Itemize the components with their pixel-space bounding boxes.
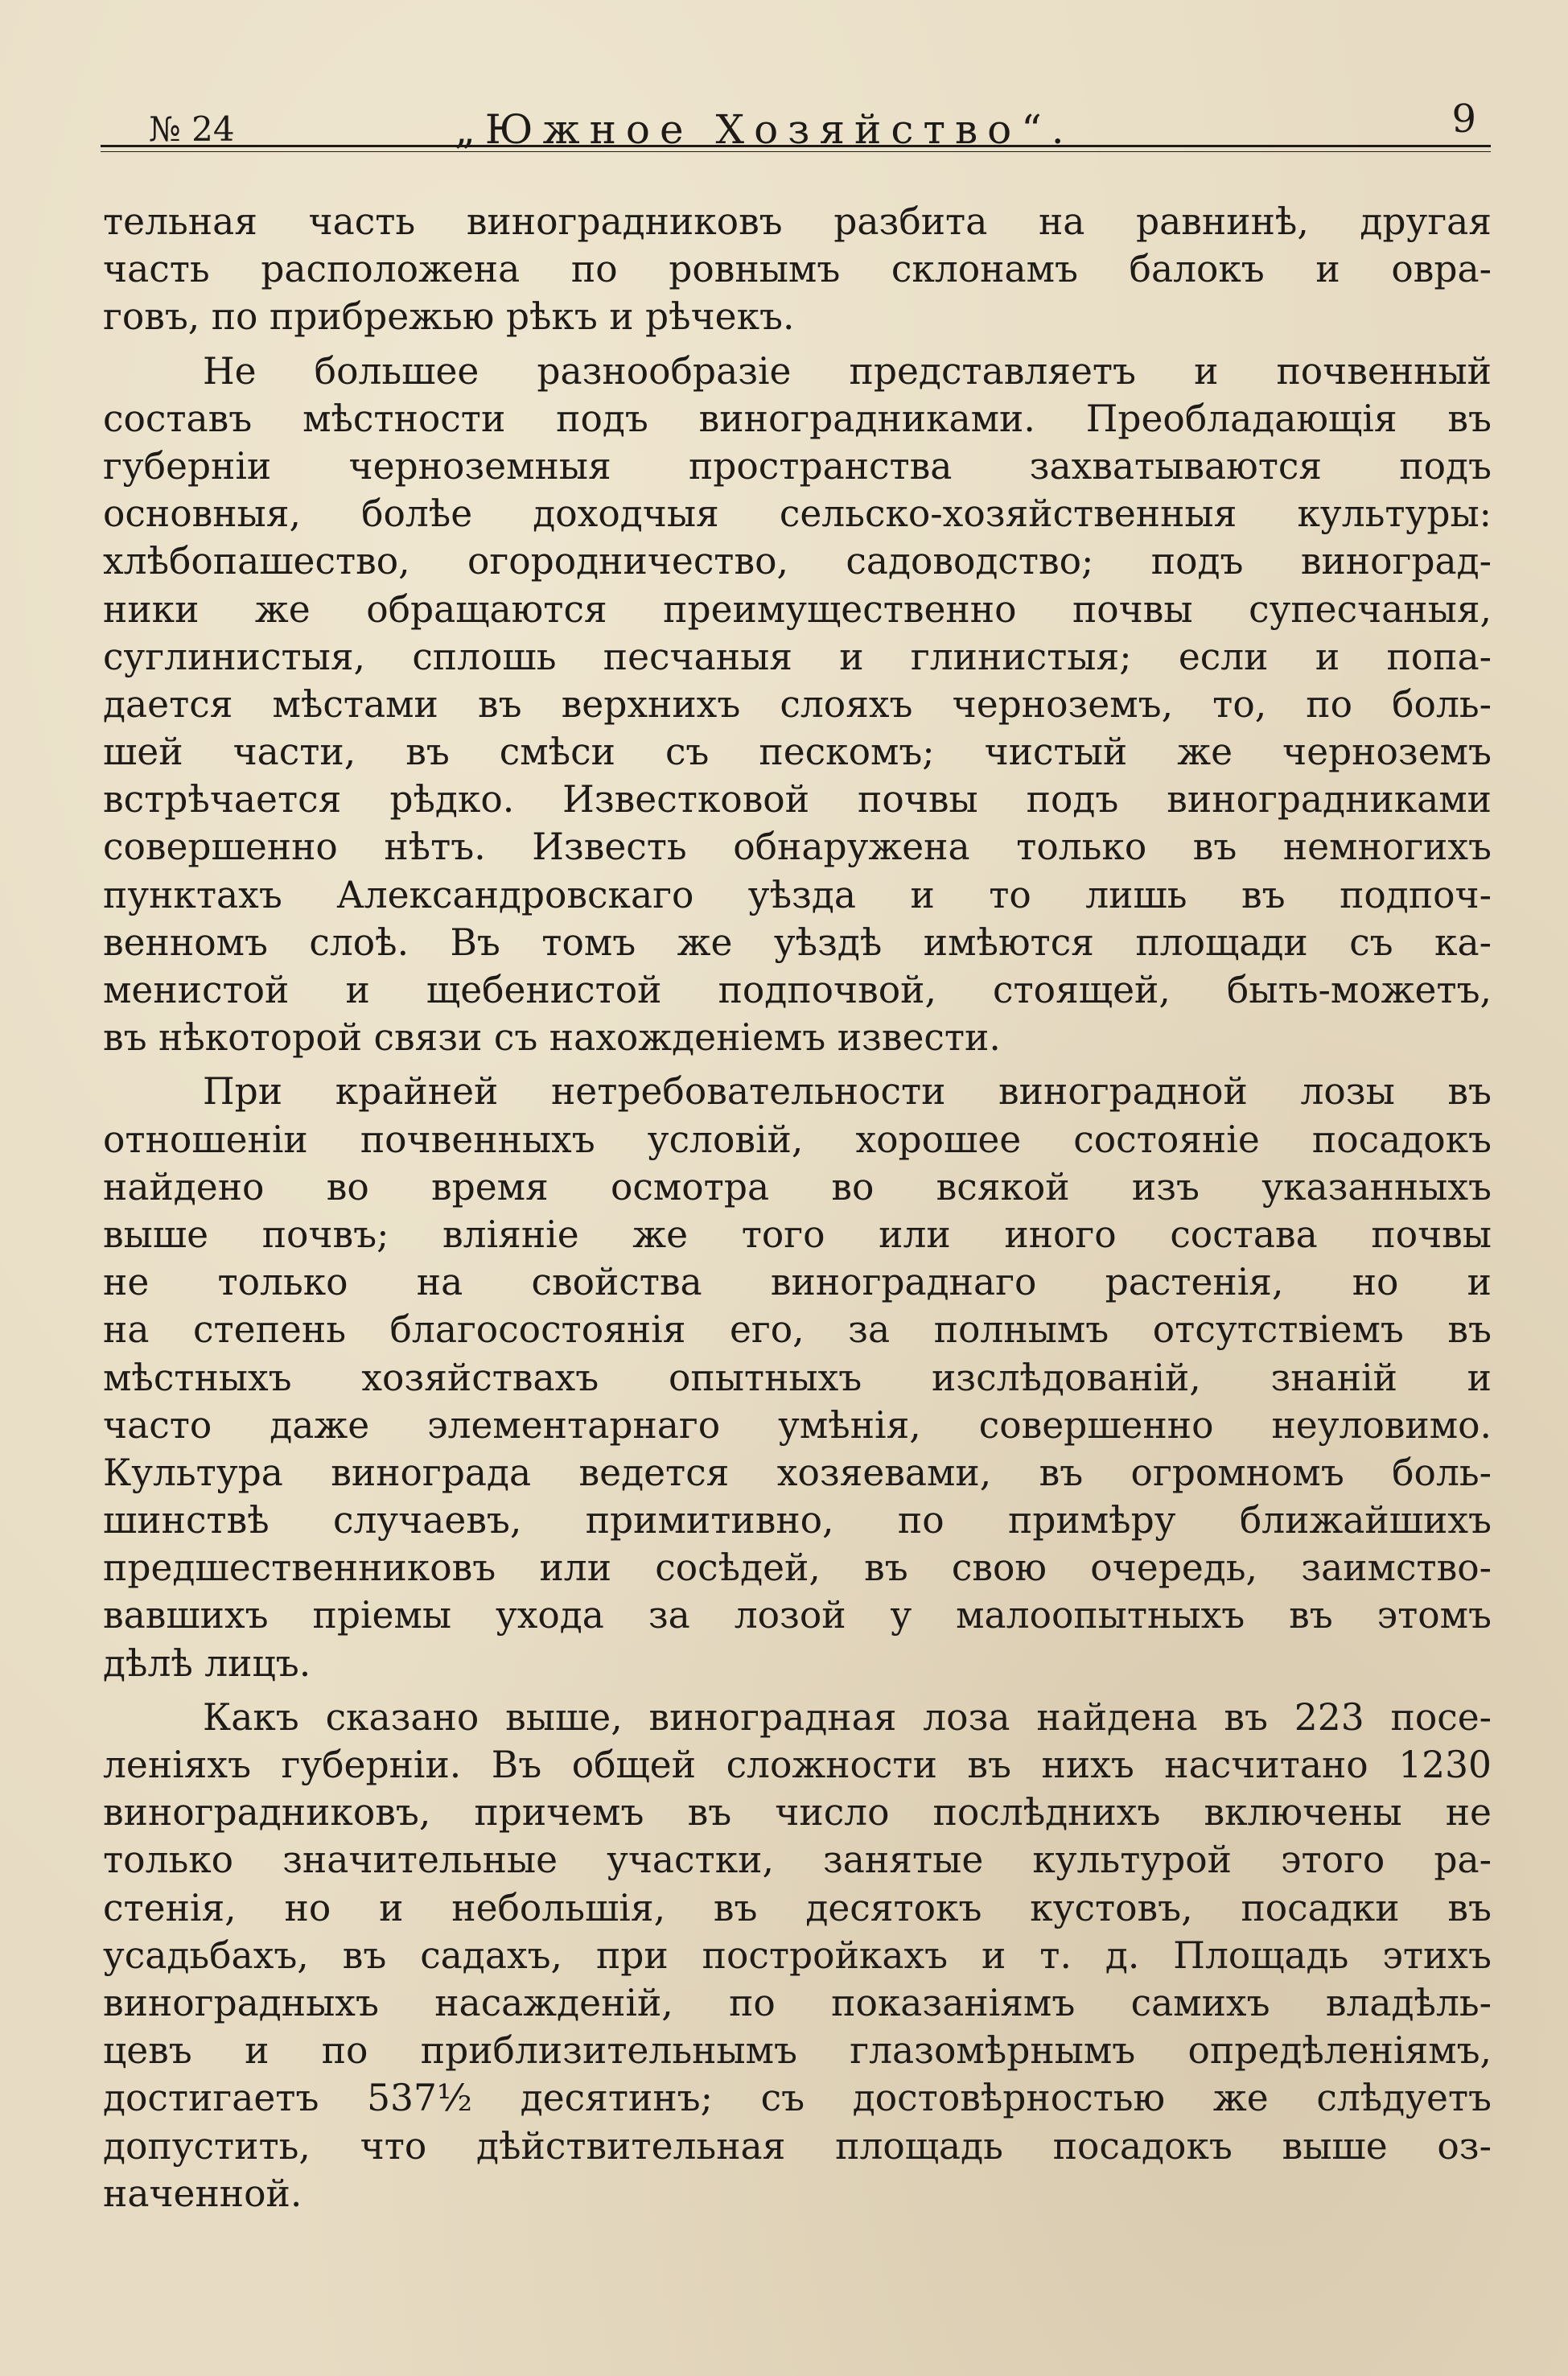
text-line: менистой и щебенистой подпочвой, стоящей, быть-можетъ, bbox=[103, 969, 1492, 1011]
text-line: составъ мѣстности подъ виноградниками. Преобладающія въ bbox=[103, 397, 1492, 440]
page-header bbox=[101, 95, 1500, 159]
text-line: только значительные участки, занятые культурой этого ра- bbox=[103, 1839, 1492, 1882]
text-line: виноградниковъ, причемъ въ число послѣднихъ включены не bbox=[103, 1791, 1492, 1835]
paragraph bbox=[103, 1694, 1492, 2217]
text-line: пунктахъ Александровскаго уѣзда и то лишь въ подпоч- bbox=[103, 873, 1492, 916]
text-line: Культура винограда ведется хозяевами, въ огромномъ боль- bbox=[103, 1451, 1492, 1494]
paragraph bbox=[103, 1068, 1492, 1686]
text-line: основныя, болѣе доходчыя сельско-хозяйственныя культуры: bbox=[103, 492, 1492, 536]
text-line: цевъ и по приблизительнымъ глазомѣрнымъ опредѣленіямъ, bbox=[103, 2029, 1492, 2073]
text-line: леніяхъ губерніи. Въ общей сложности въ нихъ насчитано 1230 bbox=[103, 1744, 1492, 1786]
body-text bbox=[103, 198, 1492, 2217]
paragraph bbox=[103, 198, 1492, 341]
paragraph bbox=[103, 348, 1492, 1062]
text-line: стенія, но и небольшія, въ десятокъ кустовъ, посадки въ bbox=[103, 1886, 1492, 1929]
text-line: совершенно нѣтъ. Известь обнаружена только въ немногихъ bbox=[103, 826, 1492, 869]
text-line: выше почвъ; вліяніе же того или иного состава почвы bbox=[103, 1213, 1492, 1256]
text-line: говъ, по прибрежью рѣкъ и рѣчекъ. bbox=[103, 295, 795, 339]
text-line: шинствѣ случаевъ, примитивно, по примѣру ближайшихъ bbox=[103, 1499, 1492, 1542]
text-line: тельная часть виноградниковъ разбита на равнинѣ, другая bbox=[103, 200, 1492, 243]
issue-number: № 24 bbox=[149, 109, 235, 149]
text-line: венномъ слоѣ. Въ томъ же уѣздѣ имѣются площади съ ка- bbox=[103, 920, 1492, 964]
header-rule bbox=[101, 145, 1491, 147]
header-rule-thin bbox=[101, 151, 1491, 152]
journal-title: „Южное Хозяйство“. bbox=[455, 106, 1074, 153]
text-line: предшественниковъ или сосѣдей, въ свою очередь, заимство- bbox=[103, 1546, 1492, 1590]
text-line: наченной. bbox=[103, 2172, 302, 2215]
text-line: суглинистыя, сплошь песчаныя и глинистыя; если и попа- bbox=[103, 635, 1492, 678]
text-line: найдено во время осмотра во всякой изъ указанныхъ bbox=[103, 1165, 1492, 1209]
text-line: дается мѣстами въ верхнихъ слояхъ черноземъ, то, по боль- bbox=[103, 682, 1492, 726]
text-line: Какъ сказано выше, виноградная лоза найдена въ 223 посе- bbox=[203, 1695, 1492, 1739]
text-line: не только на свойства винограднаго растенія, но и bbox=[103, 1261, 1492, 1304]
text-line: на степень благосостоянія его, за полнымъ отсутствіемъ въ bbox=[103, 1308, 1492, 1352]
text-line: въ нѣкоторой связи съ нахожденіемъ извести. bbox=[103, 1016, 1001, 1060]
text-line: ники же обращаются преимущественно почвы супесчаныя, bbox=[103, 587, 1492, 631]
text-line: При крайней нетребовательности виноградной лозы въ bbox=[203, 1070, 1492, 1114]
text-line: встрѣчается рѣдко. Известковой почвы подъ виноградниками bbox=[103, 778, 1492, 822]
text-line: мѣстныхъ хозяйствахъ опытныхъ изслѣдованій, знаній и bbox=[103, 1356, 1492, 1399]
text-line: часть расположена по ровнымъ склонамъ балокъ и овра- bbox=[103, 248, 1492, 291]
text-line: вавшихъ пріемы ухода за лозой у малоопытныхъ въ этомъ bbox=[103, 1594, 1492, 1637]
text-line: виноградныхъ насажденій, по показаніямъ самихъ владѣль- bbox=[103, 1981, 1492, 2024]
text-line: допустить, что дѣйствительная площадь посадокъ выше оз- bbox=[103, 2124, 1492, 2168]
text-line: отношеніи почвенныхъ условій, хорошее состояніе посадокъ bbox=[103, 1118, 1492, 1161]
text-line: губерніи черноземныя пространства захватываются подъ bbox=[103, 444, 1492, 488]
text-line: хлѣбопашество, огородничество, садоводство; подъ виноград- bbox=[103, 540, 1492, 583]
page-number: 9 bbox=[1451, 97, 1476, 142]
text-line: дѣлѣ лицъ. bbox=[103, 1641, 311, 1685]
text-line: часто даже элементарнаго умѣнія, совершенно неуловимо. bbox=[103, 1403, 1492, 1447]
text-line: Не большее разнообразіе представляетъ и почвенный bbox=[203, 349, 1492, 393]
text-line: достигаетъ 537½ десятинъ; съ достовѣрностью же слѣдуетъ bbox=[103, 2077, 1492, 2120]
text-line: усадьбахъ, въ садахъ, при постройкахъ и т. д. Площадь этихъ bbox=[103, 1933, 1492, 1977]
text-line: шей части, въ смѣси съ пескомъ; чистый же черноземъ bbox=[103, 731, 1492, 774]
